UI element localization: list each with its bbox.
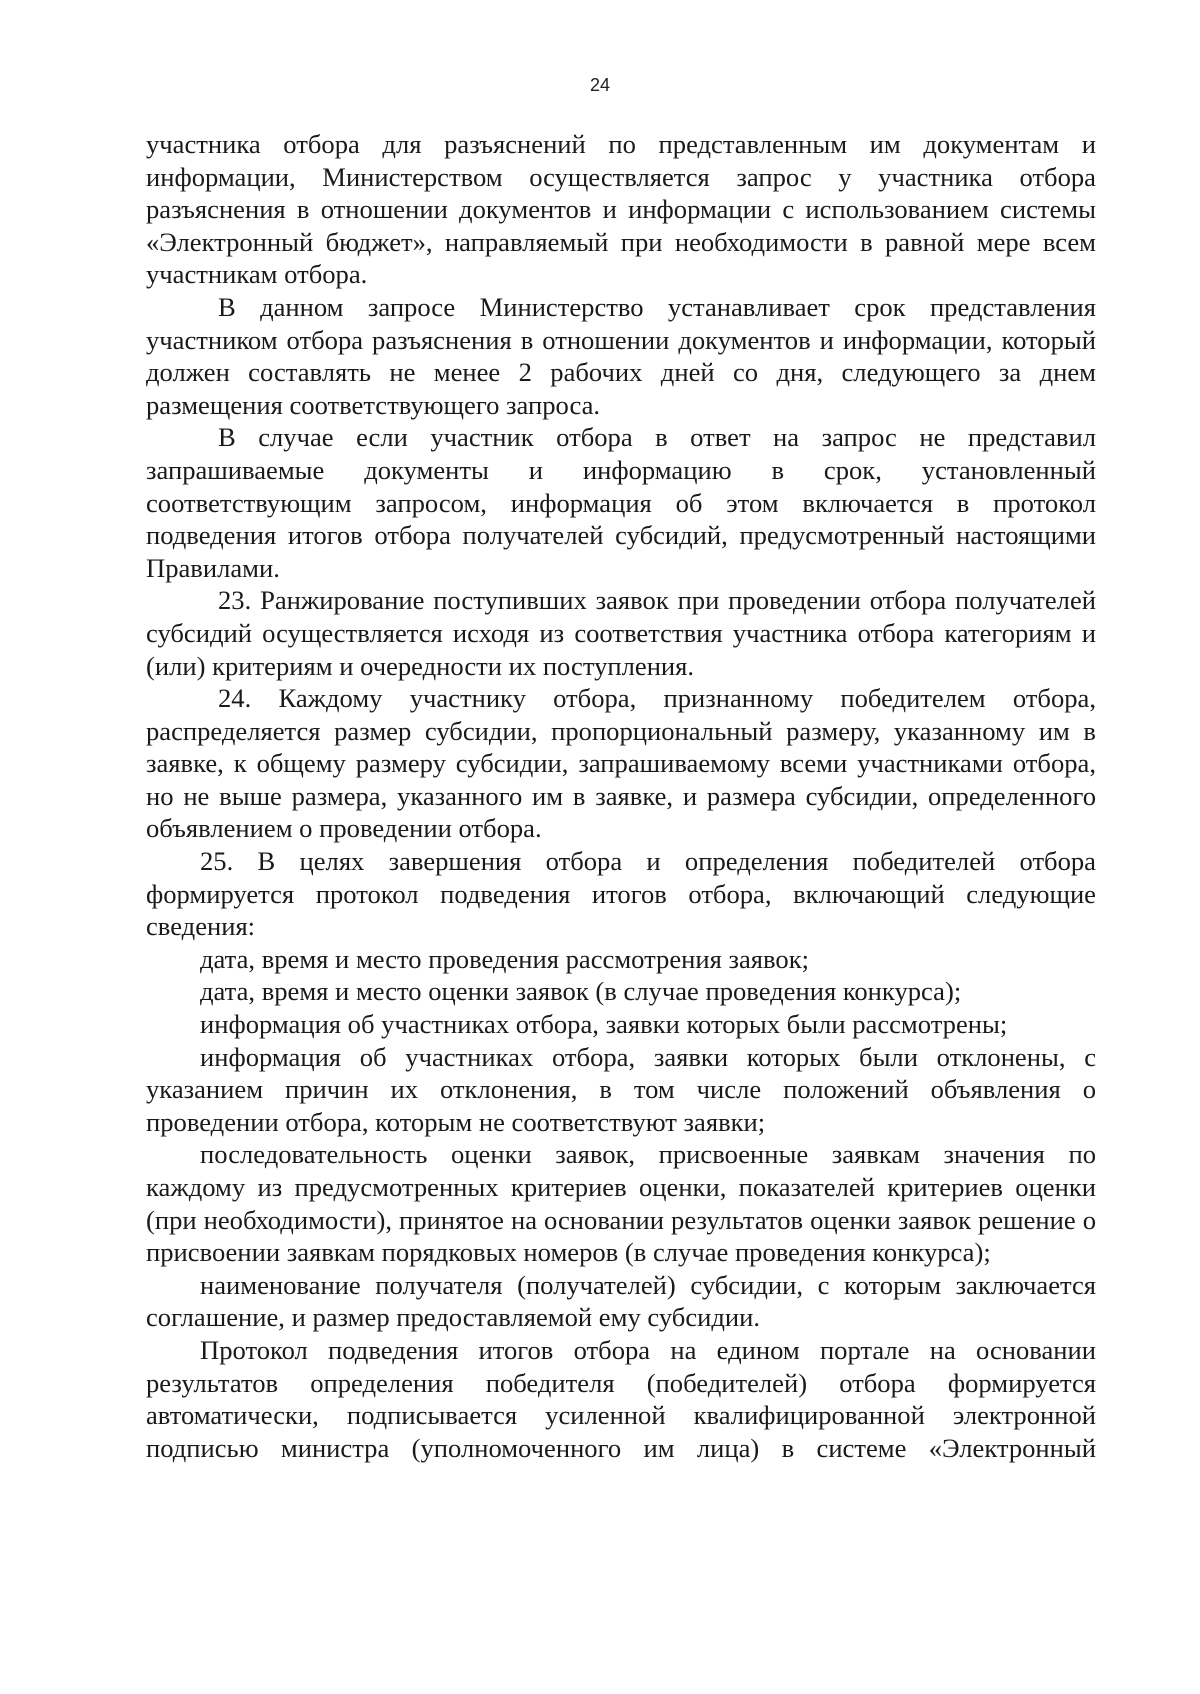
paragraph-missing-documents: В случае если участник отбора в ответ на запрос не представил запрашиваемые документы и информацию в срок, установленный соответствующим запросом, информация об этом включается в протокол подведения итогов отбора получателей субсидий, предусмотренный настоящими Правилами. [146,422,1096,583]
paragraph-request-deadline: В данном запросе Министерство устанавливает срок представления участником отбора разъяснения в отношении документов и информации, который должен составлять не менее 2 рабочих дней со дня, следующего за днем размещения соответствующего запроса. [146,291,1096,420]
paragraph-continuation: участника отбора для разъяснений по представленным им документам и информации, Министерством осуществляется запрос у участника отбора разъяснения в отношении документов и информации с использованием системы «Электронный бюджет», направляемый при необходимости в равной мере всем участникам отбора. [146,129,1096,290]
list-item-rejected-participants: информация об участниках отбора, заявки которых были отклонены, с указанием причин их отклонения, в том числе положений объявления о проведении отбора, которым не соответствуют заявки; [146,1041,1096,1137]
list-item-reviewed-participants: информация об участниках отбора, заявки которых были рассмотрены; [200,1009,1008,1040]
list-item-review-date: дата, время и место проведения рассмотрения заявок; [200,943,810,974]
list-item-evaluation-sequence: последовательность оценки заявок, присвоенные заявкам значения по каждому из предусмотренных критериев оценки, показателей критериев оценки (при необходимости), принятое на основании результатов оценки заявок решение о присвоении заявкам порядковых номеров (в случае проведения конкурса); [146,1139,1096,1268]
document-body [146,128,1096,1464]
list-item-evaluation-date: дата, время и место оценки заявок (в случае проведения конкурса); [200,976,962,1007]
paragraph-item-23: 23. Ранжирование поступивших заявок при проведении отбора получателей субсидий осуществляется исходя из соответствия участника отбора категориям и (или) критериям и очередности их поступления. [146,585,1096,681]
paragraph-protocol: Протокол подведения итогов отбора на едином портале на основании результатов определения победителя (победителей) отбора формируется автоматически, подписывается усиленной квалифицированной электронной подписью министра (уполномоченного им лица) в системе «Электронный [146,1334,1096,1463]
paragraph-item-24: 24. Каждому участнику отбора, признанному победителем отбора, распределяется размер субсидии, пропорциональный размеру, указанному им в заявке, к общему размеру субсидии, запрашиваемому всеми участниками отбора, но не выше размера, указанного им в заявке, и размера субсидии, определенного объявлением о проведении отбора. [146,683,1096,844]
page-number: 24 [589,75,611,95]
list-item-recipient-name: наименование получателя (получателей) субсидии, с которым заключается соглашение, и размер предоставляемой ему субсидии. [146,1269,1096,1333]
paragraph-item-25: 25. В целях завершения отбора и определения победителей отбора формируется протокол подведения итогов отбора, включающий следующие сведения: [146,846,1096,942]
